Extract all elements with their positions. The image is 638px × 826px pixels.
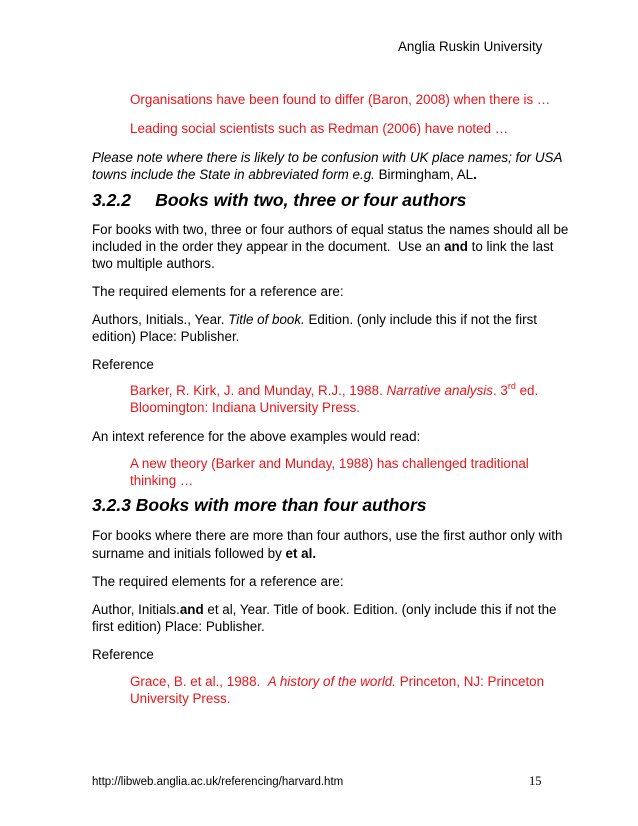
s322-elements-title: Title of book.	[228, 312, 305, 327]
running-header: Anglia Ruskin University	[398, 39, 543, 54]
page-number: 15	[529, 774, 542, 788]
s323-reference-label: Reference	[92, 647, 154, 662]
s323-required: The required elements for a reference are:	[92, 574, 344, 589]
s322-intext-line-1: A new theory (Barker and Munday, 1988) has challenged traditional	[130, 456, 529, 471]
s322-intro-line-2	[92, 238, 554, 255]
s322-intro-tail: to link the last	[467, 239, 554, 254]
s323-elements-rest: et al, Year. Title of book. Edition. (only include this if not the	[203, 602, 557, 617]
s322-reference-line-1	[130, 382, 538, 399]
s322-ref-superscript: rd	[507, 381, 516, 391]
s322-intro-and: and	[444, 239, 468, 254]
s322-elements-edition: Edition. (only include this if not the first	[304, 312, 537, 327]
s322-intro-text: included in the order they appear in the document. Use an	[92, 239, 445, 254]
s323-intro-text: surname and initials followed by	[92, 546, 286, 561]
s323-ref-publisher: Princeton, NJ: Princeton	[395, 674, 545, 689]
s323-intro-line-1: For books where there are more than four authors, use the first author only with	[92, 528, 563, 543]
s322-elements-authors: Authors, Initials., Year.	[92, 312, 229, 327]
s323-reference-line-2: University Press.	[130, 691, 231, 706]
s323-reference-line-1	[130, 673, 544, 690]
s322-reference-line-2: Bloomington: Indiana University Press.	[130, 400, 360, 415]
s322-intro-line-3: two multiple authors.	[92, 256, 215, 271]
s322-ref-title: Narrative analysis	[386, 383, 493, 398]
s323-elements-line-1	[92, 601, 557, 618]
s322-elements-line-1	[92, 311, 537, 328]
example-baron: Organisations have been found to differ (Baron, 2008) when there is …	[130, 92, 551, 107]
s323-intro-period: .	[312, 546, 317, 561]
s322-required: The required elements for a reference are:	[92, 284, 344, 299]
s322-reference-label: Reference	[92, 357, 154, 372]
section-heading-322: 3.2.2 Books with two, three or four authors	[92, 190, 467, 210]
note-period: .	[473, 167, 477, 182]
s322-ref-authors: Barker, R. Kirk, J. and Munday, R.J., 1988.	[130, 383, 387, 398]
s323-elements-author: Author, Initials.	[92, 602, 180, 617]
s323-ref-authors: Grace, B. et al., 1988.	[130, 674, 268, 689]
note-line-1: Please note where there is likely to be confusion with UK place names; for USA	[92, 150, 563, 165]
s322-intro-line-1: For books with two, three or four authors of equal status the names should all be	[92, 222, 569, 237]
s322-ref-edition: . 3	[492, 383, 508, 398]
s322-intext-label: An intext reference for the above examples would read:	[92, 429, 421, 444]
example-redman: Leading social scientists such as Redman (2006) have noted …	[130, 121, 509, 136]
note-line-2	[92, 166, 477, 183]
s322-elements-line-2: edition) Place: Publisher.	[92, 329, 240, 344]
s323-ref-title: A history of the world.	[267, 674, 396, 689]
s322-ref-ed: ed.	[515, 383, 539, 398]
footer-url: http://libweb.anglia.ac.uk/referencing/harvard.htm	[92, 776, 344, 788]
section-heading-323: 3.2.3 Books with more than four authors	[92, 495, 427, 515]
s322-intext-line-2: thinking …	[130, 473, 194, 488]
s323-intro-line-2	[92, 545, 316, 562]
s323-elements-and: and	[179, 602, 204, 617]
s323-elements-line-2: first edition) Place: Publisher.	[92, 619, 265, 634]
note-italic: towns include the State in abbreviated form e.g.	[92, 167, 375, 182]
note-example: Birmingham, AL	[374, 167, 474, 182]
s323-intro-etal: et al	[285, 546, 313, 561]
